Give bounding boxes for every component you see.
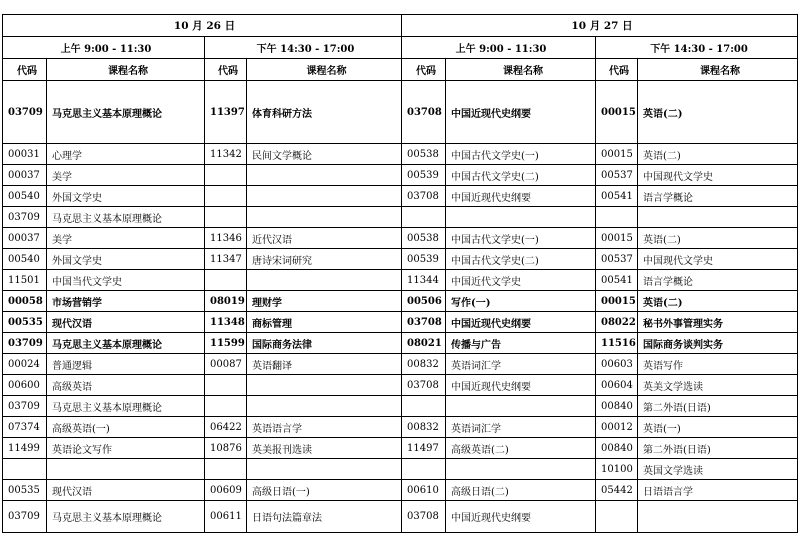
table-row: [3, 186, 798, 207]
course-name-cell: 中国近现代史纲要: [446, 81, 596, 144]
course-code-cell: [3, 459, 47, 480]
course-name-cell: [247, 186, 402, 207]
course-code-cell: 03708: [402, 312, 446, 333]
course-name-cell: 外国文学史: [47, 186, 205, 207]
course-name-cell: 马克思主义基本原理概论: [47, 333, 205, 354]
course-code-cell: 11516: [596, 333, 638, 354]
table-row: [3, 249, 798, 270]
course-name-cell: 第二外语(日语): [638, 438, 798, 459]
course-code-cell: 00537: [596, 165, 638, 186]
course-name-cell: 英美文学选读: [638, 375, 798, 396]
date-header-day1: 10 月 26 日: [3, 15, 402, 37]
course-code-cell: 00540: [3, 186, 47, 207]
course-name-cell: 英语(二): [638, 81, 798, 144]
table-row: [3, 354, 798, 375]
course-code-cell: 00600: [3, 375, 47, 396]
course-code-cell: [205, 186, 247, 207]
course-name-cell: 英国文学选读: [638, 459, 798, 480]
table-row: [3, 396, 798, 417]
course-code-cell: 03708: [402, 501, 446, 533]
course-code-cell: [205, 396, 247, 417]
course-name-cell: [638, 207, 798, 228]
course-name-cell: 中国古代文学史(二): [446, 249, 596, 270]
course-code-cell: 00506: [402, 291, 446, 312]
course-name-cell: [247, 165, 402, 186]
course-code-cell: 11342: [205, 144, 247, 165]
course-name-cell: [247, 459, 402, 480]
course-code-cell: 00540: [3, 249, 47, 270]
table-row: [3, 81, 798, 144]
course-code-cell: 00539: [402, 165, 446, 186]
course-code-cell: 00015: [596, 228, 638, 249]
course-name-cell: 马克思主义基本原理概论: [47, 396, 205, 417]
course-name-cell: 中国近代文学史: [446, 270, 596, 291]
course-name-cell: 英语词汇学: [446, 354, 596, 375]
course-column-header: 课程名称: [638, 59, 798, 81]
course-name-cell: 语言学概论: [638, 186, 798, 207]
table-row: [3, 270, 798, 291]
course-code-cell: 11348: [205, 312, 247, 333]
course-code-cell: 07374: [3, 417, 47, 438]
session-header: 上午 9:00 - 11:30: [402, 37, 596, 59]
course-name-cell: [247, 375, 402, 396]
course-name-cell: 中国古代文学史(一): [446, 144, 596, 165]
course-name-cell: 中国近现代史纲要: [446, 186, 596, 207]
course-code-cell: 11497: [402, 438, 446, 459]
date-header-row: [3, 15, 798, 37]
course-name-cell: 英语(二): [638, 291, 798, 312]
course-code-cell: 03708: [402, 375, 446, 396]
course-code-cell: 03709: [3, 333, 47, 354]
course-name-cell: 现代汉语: [47, 480, 205, 501]
course-code-cell: 00603: [596, 354, 638, 375]
course-name-cell: [247, 270, 402, 291]
course-code-cell: 08021: [402, 333, 446, 354]
course-code-cell: [205, 207, 247, 228]
code-column-header: 代码: [402, 59, 446, 81]
course-name-cell: [247, 396, 402, 417]
course-code-cell: 00015: [596, 144, 638, 165]
course-name-cell: 英语翻译: [247, 354, 402, 375]
course-name-cell: 体育科研方法: [247, 81, 402, 144]
course-name-cell: 近代汉语: [247, 228, 402, 249]
course-name-cell: 马克思主义基本原理概论: [47, 207, 205, 228]
course-code-cell: 03708: [402, 81, 446, 144]
course-code-cell: 00538: [402, 144, 446, 165]
course-code-cell: 00832: [402, 417, 446, 438]
course-code-cell: 00840: [596, 396, 638, 417]
session-header: 上午 9:00 - 11:30: [3, 37, 205, 59]
table-row: [3, 438, 798, 459]
course-code-cell: [205, 375, 247, 396]
course-code-cell: 11347: [205, 249, 247, 270]
course-name-cell: 马克思主义基本原理概论: [47, 81, 205, 144]
course-name-cell: 第二外语(日语): [638, 396, 798, 417]
course-name-cell: 美学: [47, 165, 205, 186]
course-name-cell: 高级日语(二): [446, 480, 596, 501]
table-row: [3, 291, 798, 312]
code-column-header: 代码: [596, 59, 638, 81]
course-name-cell: [446, 207, 596, 228]
course-code-cell: 00832: [402, 354, 446, 375]
course-column-header: 课程名称: [247, 59, 402, 81]
course-code-cell: [402, 396, 446, 417]
course-code-cell: 00087: [205, 354, 247, 375]
course-code-cell: 11501: [3, 270, 47, 291]
course-column-header: 课程名称: [47, 59, 205, 81]
course-code-cell: 11499: [3, 438, 47, 459]
course-code-cell: 08022: [596, 312, 638, 333]
course-name-cell: 美学: [47, 228, 205, 249]
course-name-cell: 唐诗宋词研究: [247, 249, 402, 270]
course-name-cell: 高级日语(一): [247, 480, 402, 501]
course-code-cell: 00611: [205, 501, 247, 533]
course-name-cell: 英语语言学: [247, 417, 402, 438]
course-name-cell: 英美报刊选读: [247, 438, 402, 459]
course-name-cell: 理财学: [247, 291, 402, 312]
course-name-cell: 英语词汇学: [446, 417, 596, 438]
course-code-cell: 00535: [3, 312, 47, 333]
course-name-cell: 英语论文写作: [47, 438, 205, 459]
course-name-cell: 英语(二): [638, 144, 798, 165]
course-code-cell: 00024: [3, 354, 47, 375]
course-code-cell: 00609: [205, 480, 247, 501]
course-code-cell: [205, 165, 247, 186]
session-header-row: [3, 37, 798, 59]
course-name-cell: [247, 207, 402, 228]
course-code-cell: 11599: [205, 333, 247, 354]
table-row: [3, 165, 798, 186]
course-code-cell: [596, 501, 638, 533]
course-code-cell: 10876: [205, 438, 247, 459]
course-name-cell: [446, 459, 596, 480]
course-name-cell: 高级英语(二): [446, 438, 596, 459]
course-code-cell: 00037: [3, 228, 47, 249]
course-code-cell: 00058: [3, 291, 47, 312]
course-name-cell: 商标管理: [247, 312, 402, 333]
table-row: [3, 459, 798, 480]
course-code-cell: [402, 459, 446, 480]
course-name-cell: 中国现代文学史: [638, 249, 798, 270]
course-code-cell: 03708: [402, 186, 446, 207]
course-code-cell: 00037: [3, 165, 47, 186]
course-name-cell: 外国文学史: [47, 249, 205, 270]
course-name-cell: 传播与广告: [446, 333, 596, 354]
table-row: [3, 375, 798, 396]
course-code-cell: [402, 207, 446, 228]
exam-schedule-table: [2, 14, 798, 533]
course-code-cell: 11397: [205, 81, 247, 144]
course-code-cell: 00015: [596, 291, 638, 312]
course-code-cell: 05442: [596, 480, 638, 501]
course-name-cell: 中国近现代史纲要: [446, 375, 596, 396]
course-name-cell: 中国古代文学史(二): [446, 165, 596, 186]
course-code-cell: 00610: [402, 480, 446, 501]
course-code-cell: 00537: [596, 249, 638, 270]
session-header: 下午 14:30 - 17:00: [205, 37, 402, 59]
course-code-cell: 03709: [3, 81, 47, 144]
course-code-cell: [205, 459, 247, 480]
table-row: [3, 501, 798, 533]
table-row: [3, 333, 798, 354]
course-code-cell: 00539: [402, 249, 446, 270]
course-name-cell: [638, 501, 798, 533]
course-name-cell: 中国近现代史纲要: [446, 312, 596, 333]
course-name-cell: 国际商务法律: [247, 333, 402, 354]
course-code-cell: 00538: [402, 228, 446, 249]
course-code-cell: 00015: [596, 81, 638, 144]
course-code-cell: [205, 270, 247, 291]
course-code-cell: 00604: [596, 375, 638, 396]
table-row: [3, 144, 798, 165]
course-code-cell: 03709: [3, 396, 47, 417]
course-name-cell: 中国近现代史纲要: [446, 501, 596, 533]
course-name-cell: 英语(二): [638, 228, 798, 249]
course-name-cell: 秘书外事管理实务: [638, 312, 798, 333]
course-name-cell: [47, 459, 205, 480]
course-code-cell: 03709: [3, 501, 47, 533]
course-code-cell: 00012: [596, 417, 638, 438]
table-row: [3, 417, 798, 438]
course-name-cell: [446, 396, 596, 417]
course-code-cell: 00541: [596, 186, 638, 207]
course-name-cell: 中国古代文学史(一): [446, 228, 596, 249]
course-name-cell: 民间文学概论: [247, 144, 402, 165]
course-code-cell: 00840: [596, 438, 638, 459]
course-code-cell: 11344: [402, 270, 446, 291]
course-name-cell: 现代汉语: [47, 312, 205, 333]
course-name-cell: 国际商务谈判实务: [638, 333, 798, 354]
course-name-cell: 日语句法篇章法: [247, 501, 402, 533]
course-name-cell: 高级英语: [47, 375, 205, 396]
course-code-cell: 06422: [205, 417, 247, 438]
course-code-cell: 00535: [3, 480, 47, 501]
course-name-cell: 心理学: [47, 144, 205, 165]
table-row: [3, 207, 798, 228]
course-name-cell: 中国现代文学史: [638, 165, 798, 186]
course-code-cell: [596, 207, 638, 228]
course-code-cell: 03709: [3, 207, 47, 228]
table-row: [3, 228, 798, 249]
session-header: 下午 14:30 - 17:00: [596, 37, 798, 59]
course-name-cell: 中国当代文学史: [47, 270, 205, 291]
course-name-cell: 马克思主义基本原理概论: [47, 501, 205, 533]
course-code-cell: 11346: [205, 228, 247, 249]
course-name-cell: 市场营销学: [47, 291, 205, 312]
course-name-cell: 英语写作: [638, 354, 798, 375]
course-name-cell: 高级英语(一): [47, 417, 205, 438]
course-name-cell: 英语(一): [638, 417, 798, 438]
course-code-cell: 10100: [596, 459, 638, 480]
course-code-cell: 00541: [596, 270, 638, 291]
course-name-cell: 日语语言学: [638, 480, 798, 501]
date-header-day2: 10 月 27 日: [402, 15, 798, 37]
course-name-cell: 语言学概论: [638, 270, 798, 291]
code-column-header: 代码: [3, 59, 47, 81]
course-name-cell: 写作(一): [446, 291, 596, 312]
course-column-header: 课程名称: [446, 59, 596, 81]
course-code-cell: 08019: [205, 291, 247, 312]
code-column-header: 代码: [205, 59, 247, 81]
course-code-cell: 00031: [3, 144, 47, 165]
table-row: [3, 312, 798, 333]
table-row: [3, 480, 798, 501]
column-header-row: [3, 59, 798, 81]
course-name-cell: 普通逻辑: [47, 354, 205, 375]
